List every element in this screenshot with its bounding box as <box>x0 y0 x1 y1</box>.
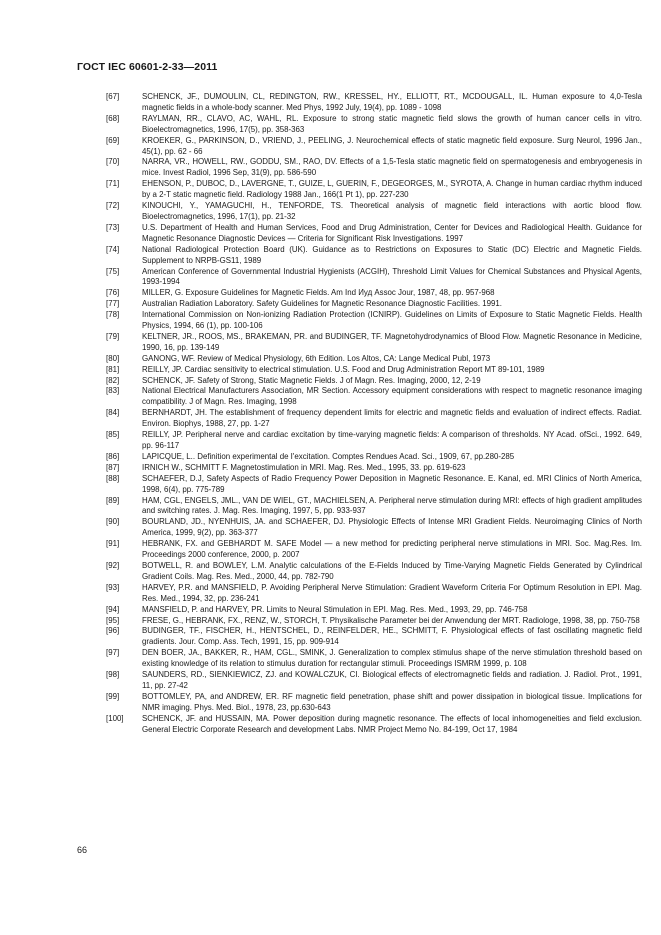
reference-text: SCHENCK, JF. Safety of Strong, Static Magnetic Fields. J of Magn. Res. Imaging, 2000, 12, 2-19 <box>142 375 481 385</box>
reference-number: [82] <box>106 375 120 385</box>
reference-number: [91] <box>106 539 120 549</box>
reference-item <box>106 605 642 616</box>
reference-number: [88] <box>106 473 120 483</box>
reference-item <box>106 386 642 408</box>
reference-text: GANONG, WF. Review of Medical Physiology, 6th Edition. Los Altos, CA: Lange Medical Publ, 1973 <box>142 353 491 363</box>
reference-text: EHENSON, P., DUBOC, D., LAVERGNE, T., GUIZE, L, GUERIN, F., DEGEORGES, M., SYROTA, A. Change in human cardiac rhythm induced by a 2-T static magnetic field. Radiology 1988 Jan., 166(1 Pt 1), pp. 227-230 <box>142 179 642 200</box>
reference-number: [95] <box>106 615 120 625</box>
reference-item <box>106 136 642 158</box>
reference-number: [77] <box>106 299 120 309</box>
reference-text: RAYLMAN, RR., CLAVO, AC, WAHL, RL. Exposure to strong static magnetic field slows the growth of human cancer cells in vitro. Bioelectromagnetics, 1996, 17(5), pp. 358-363 <box>142 113 642 134</box>
reference-text: BOTTOMLEY, PA, and ANDREW, ER. RF magnetic field penetration, phase shift and power dissipation in biological tissue. Implications for NMR imaging. Phys. Med. Biol., 1978, 23, pp.630-643 <box>142 691 642 712</box>
reference-text: National Electrical Manufacturers Association, MR Section. Accessory equipment considerations with respect to magnetic resonance imaging compatibility. J of Magn. Res. Imaging, 1998 <box>142 386 642 407</box>
reference-number: [75] <box>106 266 120 276</box>
reference-item <box>106 92 642 114</box>
reference-text: LAPICQUE, L.. Definition experimental de I'excitation. Comptes Rendues Acad. Sci., 1909, 67, pp.280-285 <box>142 451 515 461</box>
reference-text: HEBRANK, FX. and GEBHARDT M. SAFE Model — a new method for predicting peripheral nerve stimulations in MRI. Soc. Mag.Res. Im. Proceedings 2000 conference, 2000, p. 2007 <box>142 539 642 560</box>
reference-item <box>106 179 642 201</box>
reference-item <box>106 376 642 387</box>
reference-item <box>106 114 642 136</box>
reference-item <box>106 408 642 430</box>
reference-item <box>106 452 642 463</box>
reference-text: MILLER, G. Exposure Guidelines for Magnetic Fields. Am Ind Иуд Assoc Jour, 1987, 48, pp. 957-968 <box>142 288 495 298</box>
reference-number: [76] <box>106 288 120 298</box>
reference-number: [70] <box>106 157 120 167</box>
reference-text: American Conference of Governmental Industrial Hygienists (ACGIH), Threshold Limit Values for Chemical Substances and Physical Agents, 1993-1994 <box>142 266 642 287</box>
reference-text: U.S. Department of Health and Human Services, Food and Drug Administration, Center for Devices and Radiological Health. Guidance for Magnetic Resonance Diagnostic Devices — Criteria for Significant Risk Investigations. 1997 <box>142 222 642 243</box>
reference-number: [97] <box>106 648 120 658</box>
reference-text: SCHAEFER, D.J, Safety Aspects of Radio Frequency Power Deposition in Magnetic Resonance. E. Kanal, ed. MRI Clinics of North America, 1998, 6(4), pp. 775-789 <box>142 473 642 494</box>
reference-item <box>106 496 642 518</box>
reference-text: SAUNDERS, RD., SIENKIEWICZ, ZJ. and KOWALCZUK, CI. Biological effects of electromagnetic fields and radiation. J. Radiol. Prot., 1991, 11, pp. 27-42 <box>142 670 642 690</box>
reference-list <box>106 92 642 735</box>
reference-item <box>106 463 642 474</box>
reference-item <box>106 267 642 289</box>
reference-number: [84] <box>106 408 120 418</box>
reference-number: [79] <box>106 331 120 341</box>
reference-number: [86] <box>106 451 120 461</box>
page-header-title: ГОСТ IEC 60601-2-33—2011 <box>77 61 218 73</box>
reference-text: REILLY, JP. Cardiac sensitivity to electrical stimulation. U.S. Food and Drug Administration Report MT 89-101, 1989 <box>142 364 545 374</box>
reference-number: [98] <box>106 670 120 680</box>
reference-number: [74] <box>106 244 120 254</box>
reference-number: [72] <box>106 201 120 211</box>
reference-item <box>106 714 642 736</box>
reference-text: IRNICH W., SCHMITT F. Magnetostimulation in MRI. Mag. Res. Med., 1995, 33. pp. 619-623 <box>142 462 466 472</box>
reference-number: [83] <box>106 386 120 396</box>
page-number: 66 <box>77 845 88 855</box>
reference-number: [73] <box>106 222 120 232</box>
reference-number: [87] <box>106 462 120 472</box>
reference-item <box>106 310 642 332</box>
reference-item <box>106 288 642 299</box>
reference-number: [90] <box>106 517 120 527</box>
reference-item <box>106 616 642 627</box>
reference-text: NARRA, VR., HOWELL, RW., GODDU, SM., RAO, DV. Effects of a 1,5-Tesla static magnetic field on spermatogenesis and embryogenesis in mice. Invest Radiol, 1996 Sep, 31(9), pp. 586-590 <box>142 157 642 178</box>
reference-text: HAM, CGL, ENGELS, JML., VAN DE WIEL, GT., MACHIELSEN, A. Peripheral nerve stimulation during MRI: effects of high gradient amplitudes and switching rates. J. Mag. Res. Imaging, 1997, 5, pp. 933-937 <box>142 495 642 516</box>
reference-text: KINOUCHI, Y., YAMAGUCHI, H., TENFORDE, TS. Theoretical analysis of magnetic field interactions with aortic blood flow. Bioelectromagnetics, 1996, 17(1), pp. 21-32 <box>142 201 642 221</box>
reference-item <box>106 245 642 267</box>
reference-item <box>106 223 642 245</box>
reference-number: [89] <box>106 495 120 505</box>
reference-item <box>106 626 642 648</box>
reference-item <box>106 201 642 223</box>
reference-item <box>106 354 642 365</box>
reference-number: [81] <box>106 364 120 374</box>
reference-text: BOTWELL, R. and BOWLEY, L.M. Analytic calculations of the E-Fields Induced by Time-Varying Magnetic Fields Generated by Cylindrical Gradient Coils. Mag. Res. Med., 2000, 44, pp. 782-790 <box>142 560 642 581</box>
reference-text: BOURLAND, JD., NYENHUIS, JA. and SCHAEFER, DJ. Physiologic Effects of Intense MRI Gradient Fields. Neuroimaging Clinics of North America, 1999, 9(2), pp. 363-377 <box>142 517 642 538</box>
reference-text: KELTNER, JR., ROOS, MS., BRAKEMAN, PR. and BUDINGER, TF. Magnetohydrodynamics of Blood Flow. Magnetic Resonance in Medicine, 1990, 16, pp. 139-149 <box>142 331 642 352</box>
reference-item <box>106 157 642 179</box>
reference-item <box>106 539 642 561</box>
reference-text: FRESE, G., HEBRANK, FX., RENZ, W., STORCH, T. Physikalische Parameter bei der Anwendung der MRT. Radiologe, 1998, 38, pp. 750-758 <box>142 615 640 625</box>
reference-text: HARVEY, P.R. and MANSFIELD, P. Avoiding Peripheral Nerve Stimulation: Gradient Waveform Criteria For Optimum Resolution in EPI. Mag. Res. Med., 1994, 32, pp. 236-241 <box>142 582 642 603</box>
reference-text: SCHENCK, JF., DUMOULIN, CL, REDINGTON, RW., KRESSEL, HY., ELLIOTT, RT., MCDOUGALL, IL. Human exposure to 4,0-Tesla magnetic fields in a whole-body scanner. Med Phys, 1992 July, 19(4), pp. 1089 - 1098 <box>142 92 642 112</box>
reference-text: National Radiological Protection Board (UK). Guidance as to Restrictions on Exposures to Static (DC) Electric and Magnetic Fields. Supplement to NRPB-GS11, 1989 <box>142 244 642 265</box>
reference-item <box>106 365 642 376</box>
reference-item <box>106 692 642 714</box>
reference-number: [85] <box>106 430 120 440</box>
reference-number: [99] <box>106 691 120 701</box>
reference-number: [67] <box>106 92 120 101</box>
reference-number: [94] <box>106 604 120 614</box>
reference-item <box>106 561 642 583</box>
reference-item <box>106 299 642 310</box>
reference-item <box>106 430 642 452</box>
reference-text: DEN BOER, JA., BAKKER, R., HAM, CGL., SMINK, J. Generalization to complex stimulus shape of the nerve stimulation threshold based on existing knowledge of its relation to stimulus duration for rectangular stimuli. Proceedings ISMRM 1999, p. 108 <box>142 648 642 669</box>
reference-text: REILLY, JP. Peripheral nerve and cardiac excitation by time-varying magnetic fields: A comparison of thresholds. NY Acad. ofSci., 1992. 649, pp. 96-117 <box>142 430 642 450</box>
reference-text: Australian Radiation Laboratory. Safety Guidelines for Magnetic Resonance Diagnostic Facilities. 1991. <box>142 299 502 309</box>
reference-number: [96] <box>106 626 120 636</box>
reference-number: [68] <box>106 113 120 123</box>
reference-number: [100] <box>106 713 124 723</box>
reference-text: BERNHARDT, JH. The establishment of frequency dependent limits for electric and magnetic fields and evaluation of indirect effects. Radiat. Environ. Biophys, 1988, 27, pp. 1-27 <box>142 408 642 429</box>
reference-item <box>106 583 642 605</box>
reference-number: [78] <box>106 310 120 320</box>
reference-number: [93] <box>106 582 120 592</box>
reference-text: BUDINGER, TF., FISCHER, H., HENTSCHEL, D., REINFELDER, HE., SCHMITT, F. Physiological effects of fast oscillating magnetic field gradients. Jour. Comp. Ass. Tech, 1991, 15, pp. 909-914 <box>142 626 642 647</box>
reference-item <box>106 670 642 692</box>
reference-number: [71] <box>106 179 120 189</box>
reference-number: [69] <box>106 135 120 145</box>
reference-text: SCHENCK, JF. and HUSSAIN, MA. Power deposition during magnetic resonance. The effects of local inhomogeneities and field exclusion. General Electric Corporate Research and development Labs. NMR Project Memo No. 84-199, Oct 17, 1984 <box>142 713 642 734</box>
reference-text: MANSFIELD, P. and HARVEY, PR. Limits to Neural Stimulation in EPI. Mag. Res. Med., 1993, 29, pp. 746-758 <box>142 604 528 614</box>
reference-item <box>106 648 642 670</box>
reference-text: International Commission on Non-ionizing Radiation Protection (ICNIRP). Guidelines on Limits of Exposure to Static Magnetic Fields. Health Physics, 1994, 66 (1), pp. 100-106 <box>142 310 642 331</box>
reference-item <box>106 332 642 354</box>
reference-item <box>106 517 642 539</box>
reference-number: [80] <box>106 353 120 363</box>
reference-text: KROEKER, G., PARKINSON, D., VRIEND, J., PEELING, J. Neurochemical effects of static magnetic field exposure. Surg Neurol, 1996 Jan., 45(1), pp. 62 - 66 <box>142 135 642 156</box>
reference-item <box>106 474 642 496</box>
reference-number: [92] <box>106 560 120 570</box>
